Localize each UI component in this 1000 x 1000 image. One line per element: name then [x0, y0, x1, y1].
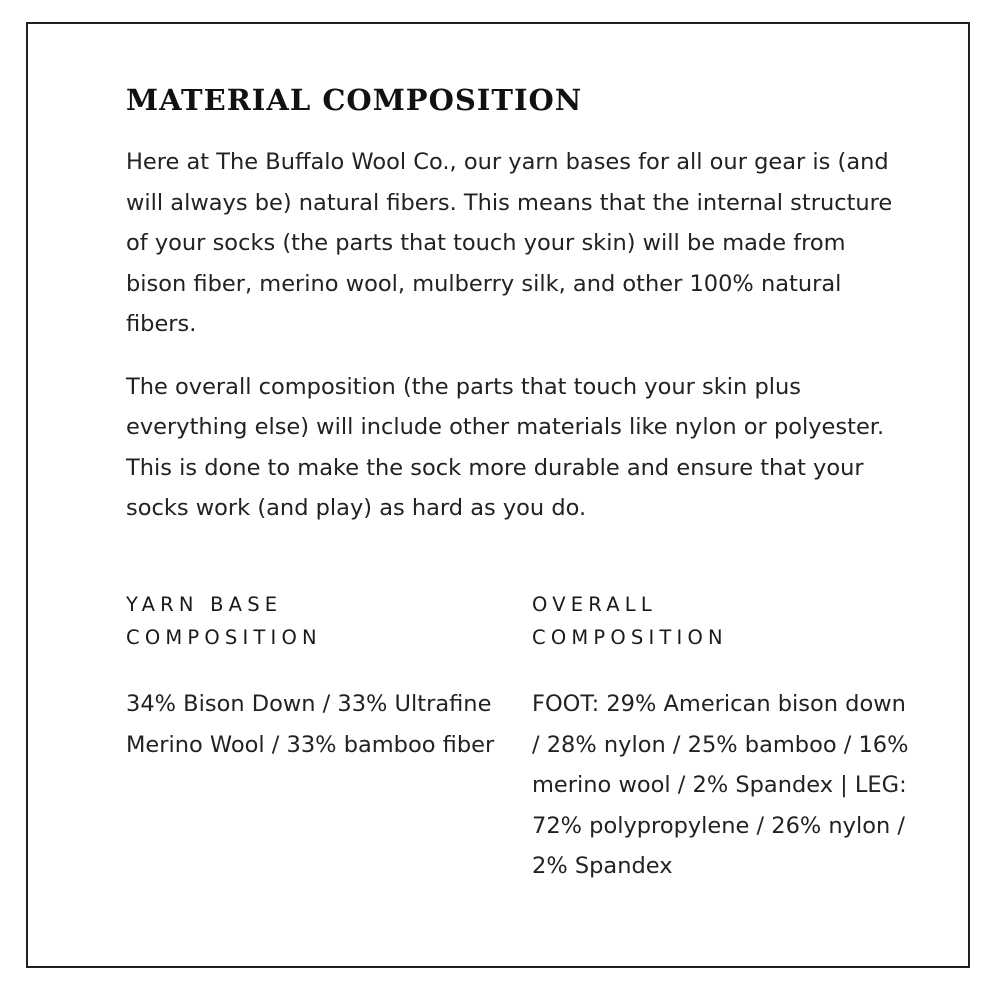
section-title: MATERIAL COMPOSITION	[126, 83, 583, 117]
overall-paragraph: The overall composition (the parts that touch your skin plus everything else) will include other materials like nylon or polyester. This is done to make the sock more durable and ensure that your socks work (and play) as hard as you do.	[126, 373, 885, 521]
yarn-base-text: 34% Bison Down / 33% Ultrafine Merino Wool / 33% bamboo fiber	[126, 691, 495, 758]
yarn-base-heading	[126, 588, 496, 654]
overall-heading-line2: COMPOSITION	[532, 626, 728, 649]
overall-heading	[532, 588, 912, 654]
yarn-base-heading-line1: YARN BASE	[126, 593, 283, 616]
card-content	[126, 80, 909, 879]
overall-column	[532, 588, 912, 887]
composition-card	[26, 22, 970, 968]
overall-heading-line1: OVERALL	[532, 593, 657, 616]
overall-text: FOOT: 29% American bison down / 28% nylon / 25% bamboo / 16% merino wool / 2% Spandex | LEG: 72% polypropylene / 26% nylon / 2% Spandex	[532, 691, 909, 879]
yarn-base-column	[126, 588, 496, 765]
intro-paragraph: Here at The Buffalo Wool Co., our yarn bases for all our gear is (and will always be) natural fibers. This means that the internal structure of your socks (the parts that touch your skin) will be made from bison fiber, merino wool, mulberry silk, and other 100% natural fibers.	[126, 149, 893, 337]
yarn-base-heading-line2: COMPOSITION	[126, 626, 322, 649]
